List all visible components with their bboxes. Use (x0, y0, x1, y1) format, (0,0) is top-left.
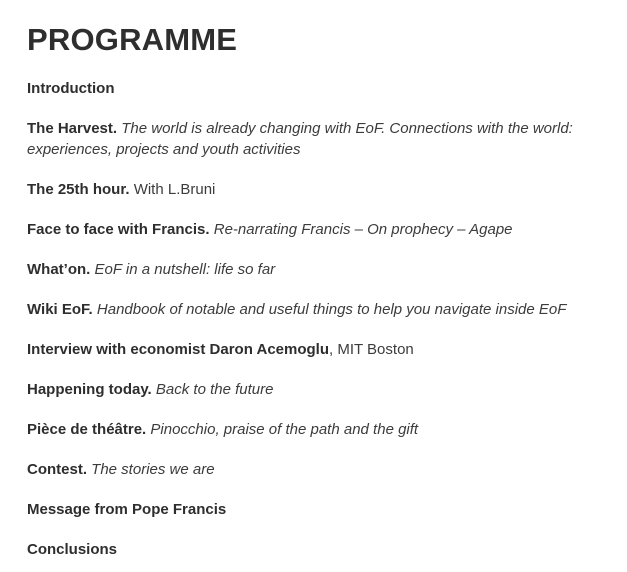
list-item-lead: Happening today. (27, 381, 152, 398)
list-item-lead: Interview with economist Daron Acemoglu (27, 341, 329, 358)
list-item (27, 499, 617, 520)
list-item-lead: Face to face with Francis. (27, 221, 210, 238)
list-item (27, 179, 617, 200)
list-item (27, 259, 617, 280)
list-item-lead: Contest. (27, 461, 87, 478)
list-item-description: Pinocchio, praise of the path and the gift (150, 421, 419, 438)
programme-list (27, 78, 617, 560)
list-item-lead: The 25th hour. (27, 181, 130, 198)
list-item-description: EoF in a nutshell: life so far (94, 261, 276, 278)
list-item (27, 379, 617, 400)
list-item-lead: Message from Pope Francis (27, 501, 227, 518)
list-item-lead: The Harvest. (27, 120, 118, 137)
list-item-lead: Pièce de théâtre. (27, 421, 147, 438)
list-item-lead: Wiki EoF. (27, 301, 93, 318)
list-item-description: Re-narrating Francis – On prophecy – Agape (213, 221, 513, 238)
list-item-lead: Conclusions (27, 541, 118, 558)
list-item-lead: Introduction (27, 80, 115, 97)
list-item (27, 419, 617, 440)
list-item (27, 299, 617, 320)
list-item (27, 339, 617, 360)
list-item (27, 459, 617, 480)
list-item-detail: With L.Bruni (133, 181, 216, 198)
list-item-description: Back to the future (155, 381, 274, 398)
list-item-detail: , MIT Boston (329, 341, 414, 358)
list-item-description: The world is already changing with EoF. Connections with the world: experiences, projects and youth activities (27, 120, 573, 158)
list-item (27, 78, 617, 99)
list-item (27, 118, 617, 160)
list-item-description: Handbook of notable and useful things to help you navigate inside EoF (96, 301, 567, 318)
list-item-lead: What’on. (27, 261, 91, 278)
list-item-description: The stories we are (91, 461, 215, 478)
list-item (27, 539, 617, 560)
page-title: PROGRAMME (27, 22, 238, 57)
list-item (27, 219, 617, 240)
